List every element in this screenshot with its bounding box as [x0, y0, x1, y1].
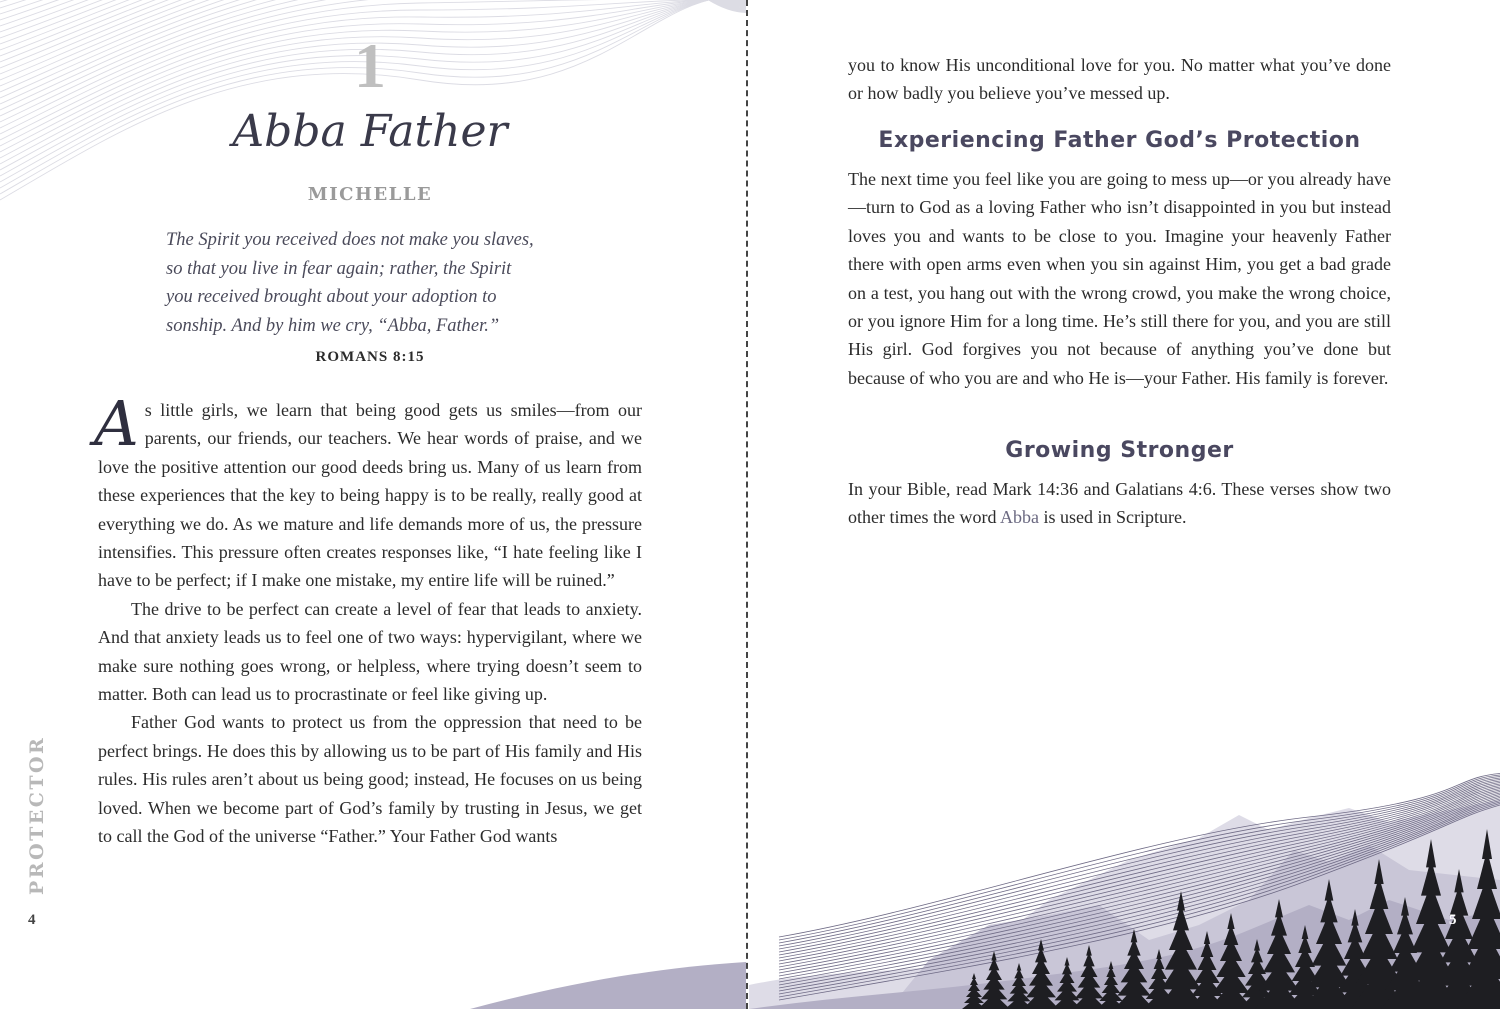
epigraph-line: The Spirit you received does not make you slaves, — [166, 230, 534, 250]
chapter-number: 1 — [354, 30, 386, 101]
chapter-body — [94, 387, 642, 851]
page-number: 5 — [1449, 912, 1457, 928]
epigraph — [166, 226, 596, 340]
body-paragraph: Father God wants to protect us from the oppression that need to be perfect brings. He does this by allowing us to be part of His family and His rules. His rules aren’t about us being good; instead, He focuses on us being loved. When we become part of God’s family by trusting in Jesus, we get to call the God of the universe “Father.” Your Father God wants — [98, 712, 642, 847]
drop-cap: A — [94, 387, 139, 460]
left-page — [0, 0, 746, 1009]
right-page — [749, 0, 1500, 1009]
paragraph-text: s little girls, we learn that being good gets us smiles—from our parents, our friends, our teachers. We hear words of praise, and we love the positive attention our good deeds bring us. Many of us learn from these experiences that the key to being happy is to be really, really good at everything we do. As we mature and life demands more of us, the pressure intensifies. This pressure often creates responses like, “I hate feeling like I have to be perfect; if I make one mistake, my entire life will be ruined.” — [98, 400, 642, 591]
highlighted-word: Abba — [999, 507, 1039, 528]
chapter-author: MICHELLE — [307, 184, 433, 205]
epigraph-line: you received brought about your adoption to — [166, 287, 497, 307]
body-paragraph: The next time you feel like you are going to mess up—or you already have—turn to God as a loving Father who isn’t disappointed in you but instead loves you and wants to be close to you. Imagine your heavenly Father there with open arms even when you sin against Him, you get a bad grade on a test, you hang out with the wrong crowd, you make the wrong choice, or you ignore Him for a long time. He’s still there for you, and you are still His girl. God forgives you not because of anything you’ve done but because of who you are and who He is—your Father. His family is forever. — [848, 169, 1391, 388]
bottom-hill-decoration — [470, 962, 746, 1009]
section-heading-protection: Experiencing Father God’s Protection — [878, 128, 1361, 153]
page-gutter-divider — [746, 0, 748, 1009]
section-growing-stronger-body — [848, 475, 1391, 532]
body-paragraph: you to know His unconditional love for you. No matter what you’ve done or how badly you believe you’ve messed up. — [848, 55, 1391, 104]
epigraph-line: so that you live in fear again; rather, the Spirit — [166, 258, 512, 279]
continued-paragraph — [848, 51, 1391, 108]
paragraph-text: is used in Scripture. — [1038, 507, 1187, 528]
paragraph-text: In your Bible, read Mark 14:36 and Galatians 4:6. These verses show two other times the word — [848, 479, 1391, 528]
section-protection-body — [848, 165, 1391, 392]
chapter-title: Abba Father — [232, 106, 508, 157]
body-paragraph — [848, 475, 1391, 532]
section-heading-growing-stronger: Growing Stronger — [1005, 438, 1234, 463]
body-paragraph — [94, 387, 642, 595]
page-number: 4 — [28, 912, 36, 928]
epigraph-reference: ROMANS 8:15 — [315, 349, 425, 365]
running-section-label: PROTECTOR — [26, 735, 48, 895]
epigraph-line: sonship. And by him we cry, “Abba, Father.” — [166, 315, 500, 336]
body-paragraph: The drive to be perfect can create a level of fear that leads to anxiety. And that anxiety leads us to feel one of two ways: hypervigilant, where we make sure nothing goes wrong, or helpless, where trying doesn’t seem to matter. Both can lead us to procrastinate or feel like giving up. — [98, 598, 642, 705]
